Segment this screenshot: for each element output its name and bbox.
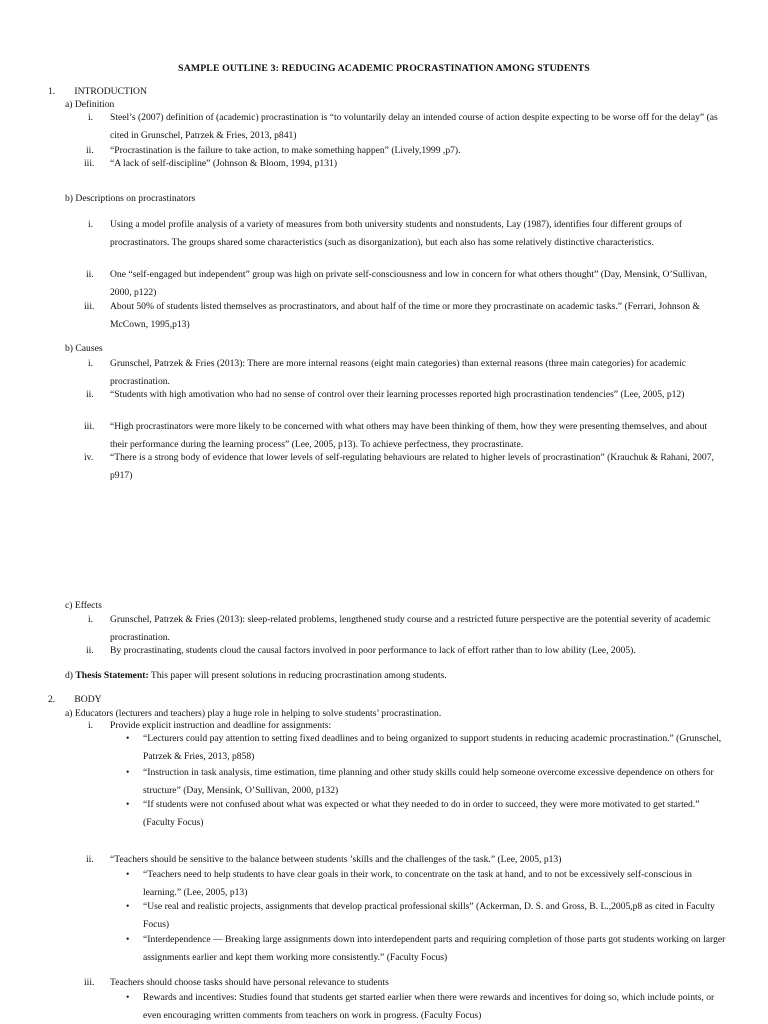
item-text: Provide explicit instruction and deadline for assignments: [110, 720, 332, 731]
bullet-dot-icon: • [126, 934, 130, 945]
item-number: i. [88, 720, 94, 731]
item-text: Using a model profile analysis of a variety of measures from both university students and nonstudents, Lay (1987), identifies four different groups of procrastinators. The groups shared some characteristics (such as disorganization), but each also has some relatively distinctive characteristics. [110, 219, 683, 248]
item-text: “Students with high amotivation who had no sense of control over their learning processes reported high procrastination tendencies” (Lee, 2005, p12) [110, 389, 685, 400]
bullet-text: “Use real and realistic projects, assignments that develop practical professional skills” (Ackerman, D. S. and Gross, B. L.,2005,p8 as cited in Faculty Focus) [143, 901, 715, 930]
causes-heading: b) Causes [65, 343, 103, 354]
page-title: SAMPLE OUTLINE 3: REDUCING ACADEMIC PROCRASTINATION AMONG STUDENTS [178, 63, 590, 74]
section-number: 1. [48, 86, 56, 97]
bullet-dot-icon: • [126, 799, 130, 810]
item-number: ii. [86, 269, 94, 280]
item-text: “Procrastination is the failure to take action, to make something happen” (Lively,1999 ,p7). [110, 145, 461, 156]
item-number: ii. [86, 389, 94, 400]
item-number: i. [88, 219, 94, 230]
bullet-text: “Instruction in task analysis, time estimation, time planning and other study skills could help someone overcome excessive dependence on others for structure” (Day, Mensink, O’Sullivan, 2000, p132) [143, 767, 714, 796]
item-number: ii. [86, 145, 94, 156]
thesis-prefix: d) [65, 670, 76, 681]
bullet-dot-icon: • [126, 869, 130, 880]
bullet-dot-icon: • [126, 733, 130, 744]
thesis-statement [65, 667, 725, 685]
definition-heading: a) Definition [65, 99, 115, 110]
thesis-text: This paper will present solutions in reducing procrastination among students. [148, 670, 447, 681]
section-title: INTRODUCTION [74, 86, 147, 97]
item-number: iii. [84, 301, 95, 312]
educators-heading: a) Educators (lecturers and teachers) play a huge role in helping to solve students’ procrastination. [65, 708, 442, 719]
item-text: One “self-engaged but independent” group was high on private self-consciousness and low in concern for what others thought” (Day, Mensink, O’Sullivan, 2000, p122) [110, 269, 707, 298]
item-number: ii. [86, 645, 94, 656]
bullet-dot-icon: • [126, 992, 130, 1003]
item-number: i. [88, 614, 94, 625]
item-number: i. [88, 112, 94, 123]
bullet-dot-icon: • [126, 901, 130, 912]
item-text: “A lack of self-discipline” (Johnson & Bloom, 1994, p131) [110, 158, 338, 169]
item-text: “High procrastinators were more likely to be concerned with what others may have been thinking of them, how they were presenting themselves, and about their performance during the learning process” (Lee, 2005, p13). To achieve perfectness, they procrastinate. [110, 421, 708, 450]
section-title: BODY [74, 694, 102, 705]
item-number: i. [88, 358, 94, 369]
thesis-label: Thesis Statement: [75, 670, 149, 681]
item-number: ii. [86, 854, 94, 865]
item-number: iii. [84, 421, 95, 432]
bullet-text: “If students were not confused about what was expected or what they needed to do in order to succeed, they were more motivated to get started.” (Faculty Focus) [143, 799, 700, 828]
item-text: Steel’s (2007) definition of (academic) procrastination is “to voluntarily delay an intended course of action despite expecting to be worse off for the delay” (as cited in Grunschel, Patrzek & Fries, 2013, p841) [110, 112, 718, 141]
bullet-text: Rewards and incentives: Studies found that students get started earlier when there were rewards and incentives for doing so, which include points, or even encouraging written comments from teachers on work in progress. (Faculty Focus) [143, 992, 715, 1021]
item-text: About 50% of students listed themselves as procrastinators, and about half of the time or more they procrastinate on academic tasks.” (Ferrari, Johnson & McCown, 1995,p13) [110, 301, 700, 330]
item-text: By procrastinating, students cloud the causal factors involved in poor performance to lack of effort rather than to low ability (Lee, 2005). [110, 645, 636, 656]
bullet-dot-icon: • [126, 767, 130, 778]
bullet-text: “Lecturers could pay attention to setting fixed deadlines and to being organized to support students in reducing academic procrastination.” (Grunschel, Patrzek & Fries, 2013, p858) [143, 733, 722, 762]
item-number: iii. [84, 158, 95, 169]
bullet-text: “Teachers need to help students to have clear goals in their work, to concentrate on the task at hand, and to not be excessively self-conscious in learning.” (Lee, 2005, p13) [143, 869, 692, 898]
item-text: “Teachers should be sensitive to the balance between students ’skills and the challenges of the task.” (Lee, 2005, p13) [110, 854, 562, 865]
descriptions-heading: b) Descriptions on procrastinators [65, 193, 196, 204]
item-text: Grunschel, Patrzek & Fries (2013): There are more internal reasons (eight main categories) than external reasons (three main categories) for academic procrastination. [110, 358, 687, 387]
bullet-text: “Interdependence — Breaking large assignments down into interdependent parts and requiring completion of those parts got students working on larger assignments earlier and kept them working more consistently.” (Faculty Focus) [143, 934, 726, 963]
item-text: “There is a strong body of evidence that lower levels of self-regulating behaviours are related to higher levels of procrastination” (Krauchuk & Rahani, 2007, p917) [110, 452, 714, 481]
section-number: 2. [48, 694, 56, 705]
item-text: Grunschel, Patrzek & Fries (2013): sleep-related problems, lengthened study course and a restricted future perspective are the potential severity of academic procrastination. [110, 614, 711, 643]
item-number: iii. [84, 977, 95, 988]
item-number: iv. [84, 452, 94, 463]
effects-heading: c) Effects [65, 600, 102, 611]
item-text: Teachers should choose tasks should have personal relevance to students [110, 977, 389, 988]
